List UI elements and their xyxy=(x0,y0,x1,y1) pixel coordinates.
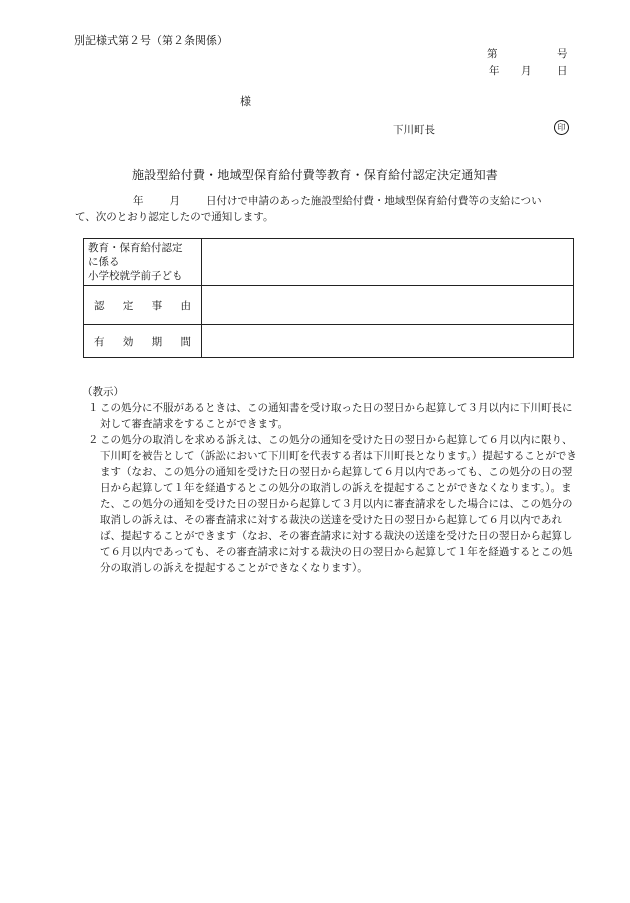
validity-label-cell xyxy=(84,325,202,358)
certification-table xyxy=(83,238,574,358)
validity-label-char: 効 xyxy=(122,335,134,348)
intro-line-1 xyxy=(75,193,580,209)
notice-item xyxy=(88,432,580,576)
reason-label-char: 由 xyxy=(180,299,191,312)
reason-label-cell xyxy=(84,286,202,325)
notice-item-text: この処分の取消しを求める訴えは、この処分の通知を受けた日の翌日から起算して６月以内に限り、下川町を被告として（訴訟において下川町を代表する者は下川町長となります。）提起することができます（なお、この処分の通知を受けた日の翌日から起算して６月以内であっても、この処分の日の翌日から起算して１年を経過するとこの処分の取消しの訴えを提起することができなくなります。）。また、この処分の通知を受けた日の翌日から起算して３月以内に審査請求をした場合には、この処分の取消しの訴えは、その審査請求に対する裁決の送達を受けた日の翌日から起算して６月以内であれば、提起することができます（なお、その審査請求に対する裁決の送達を受けた日の翌日から起算して６月以内であっても、その審査請求に対する裁決の日の翌日から起算して１年を経過するとこの処分の取消しの訴えを提起することができなくなります）。 xyxy=(100,434,577,574)
intro-month-label: 月 xyxy=(169,195,180,207)
child-value-cell xyxy=(202,239,574,286)
date-year-label: 年 xyxy=(489,65,500,77)
reason-label-char: 認 xyxy=(94,299,105,312)
date-day-label: 日 xyxy=(557,65,568,77)
form-label: 別記様式第２号（第２条関係） xyxy=(74,34,228,47)
child-label-line: に係る xyxy=(88,256,120,268)
addressee-honorific: 様 xyxy=(240,95,251,108)
child-label-line: 教育・保育給付認定 xyxy=(88,242,183,254)
notice-item-number: ２ xyxy=(88,434,99,446)
child-label-line: 小学校就学前子ども xyxy=(88,270,183,282)
validity-label-char: 有 xyxy=(94,335,105,348)
table-row xyxy=(84,325,574,358)
child-label-cell xyxy=(84,239,202,286)
table-row xyxy=(84,239,574,286)
validity-label-char: 間 xyxy=(180,335,191,348)
validity-value-cell xyxy=(202,325,574,358)
table-row xyxy=(84,286,574,325)
notice-item-text: この処分に不服があるときは、この通知書を受け取った日の翌日から起算して３月以内に下川町長に対して審査請求をすることができます。 xyxy=(100,402,573,430)
notice-heading: （教示） xyxy=(82,386,124,398)
document-title: 施設型給付費・地域型保育給付費等教育・保育給付認定決定通知書 xyxy=(131,168,498,182)
intro-line-2: て、次のとおり認定したので通知します。 xyxy=(75,211,274,223)
intro-year-label: 年 xyxy=(133,195,144,207)
notice-item xyxy=(88,400,580,432)
intro-paragraph xyxy=(75,193,580,225)
notice-item-number: １ xyxy=(88,402,99,414)
reason-value-cell xyxy=(202,286,574,325)
validity-label-char: 期 xyxy=(151,335,163,348)
issuer-title: 下川町長 xyxy=(393,124,435,136)
intro-line-1-text: 日付けで申請のあった施設型給付費・地域型保育給付費等の支給につい xyxy=(206,195,542,207)
reason-label-char: 定 xyxy=(122,299,134,312)
document-number-prefix: 第 xyxy=(487,48,498,60)
date-month-label: 月 xyxy=(521,65,532,77)
seal-icon: 印 xyxy=(554,120,569,135)
reason-label-char: 事 xyxy=(151,299,163,312)
document-number-suffix: 号 xyxy=(557,48,568,60)
